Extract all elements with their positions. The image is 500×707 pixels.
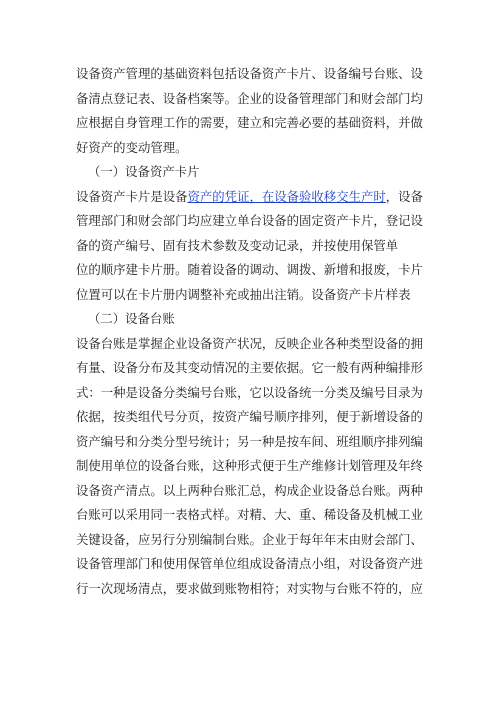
paragraph-line: 好资产的变动管理。 [76, 139, 188, 155]
paragraph-line: 位的顺序建卡片册。随着设备的调动、调拨、新增和报废，卡片 [76, 262, 423, 277]
paragraph-line: 台账可以采用同一表格式样。对精、大、重、稀设备及机械工业 [76, 507, 423, 522]
paragraph-line-with-link [76, 185, 432, 210]
section-heading-ledger: （二）设备台账 [88, 311, 175, 326]
paragraph-line: 应根据自身管理工作的需要，建立和完善必要的基础资料，并做 [76, 115, 423, 130]
document-body [76, 62, 432, 601]
paragraph-line: 管理部门和财会部门均应建立单台设备的固定资产卡片，登记设 [76, 213, 423, 228]
paragraph-line: 行一次现场清点，要求做到账物相符；对实物与台账不符的，应 [76, 580, 423, 596]
paragraph-line: 资产编号和分类分型号统计；另一种是按车间、班组顺序排列编 [76, 433, 423, 449]
asset-voucher-link[interactable]: 资产的凭证，在设备验收移交生产时 [187, 188, 386, 204]
paragraph-line: 备的资产编号、固有技术参数及变动记录，并按使用保管单 [76, 237, 399, 253]
paragraph-line: 设备资产清点。以上两种台账汇总，构成企业设备总台账。两种 [76, 482, 423, 498]
paragraph-line: 设备台账是掌握企业设备资产状况，反映企业各种类型设备的拥 [76, 335, 423, 351]
paragraph-line: 式：一种是设备分类编号台账，它以设备统一分类及编号目录为 [76, 384, 423, 400]
paragraph-line: 有量、设备分布及其变动情况的主要依据。它一般有两种编排形 [76, 360, 423, 375]
section-heading-asset-card: （一）设备资产卡片 [88, 164, 200, 179]
paragraph-line: 依据，按类组代号分页，按资产编号顺序排列，便于新增设备的 [76, 409, 423, 424]
line-text-before-link: 设备资产卡片是设备 [76, 188, 188, 204]
paragraph-line: 制使用单位的设备台账，这种形式便于生产维修计划管理及年终 [76, 458, 423, 473]
paragraph-line: 位置可以在卡片册内调整补充或抽出注销。设备资产卡片样表 [76, 286, 411, 302]
paragraph-line: 设备管理部门和使用保管单位组成设备清点小组，对设备资产进 [76, 556, 423, 571]
paragraph-line: 关键设备，应另行分别编制台账。企业于每年年末由财会部门、 [76, 531, 423, 547]
paragraph-line: 设备资产管理的基础资料包括设备资产卡片、设备编号台账、设 [76, 66, 423, 81]
line-text-after-link: ，设备 [385, 188, 423, 204]
paragraph-line: 备清点登记表、设备档案等。企业的设备管理部门和财会部门均 [76, 90, 423, 106]
